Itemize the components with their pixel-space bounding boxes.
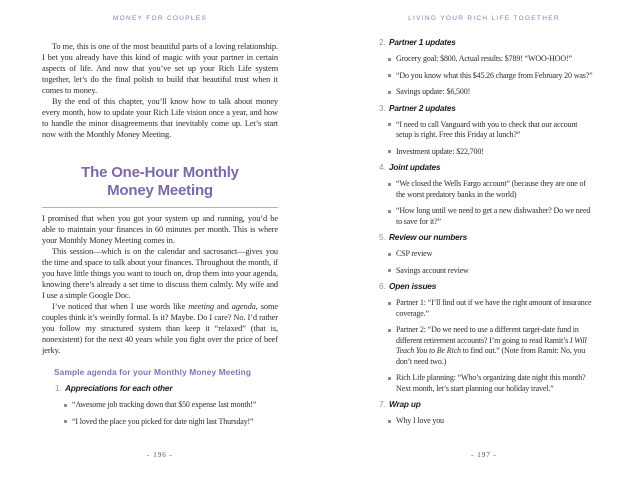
bullet-text: Rich Life planning: “Who’s organizing date night this month? Next month, let’s start planning our holiday travel.” <box>396 373 586 393</box>
bullet-item <box>388 266 602 277</box>
bullet-item <box>388 147 602 158</box>
section-heading-line1: The One-Hour Monthly <box>81 164 239 181</box>
paragraph-5-text: I’ve noticed that when I use words like <box>52 302 189 311</box>
agenda-item-head <box>55 383 278 394</box>
agenda-item-6 <box>366 281 602 394</box>
section-divider <box>42 207 278 208</box>
paragraph-5 <box>42 301 278 356</box>
bullet-item <box>388 120 602 141</box>
agenda-item-head <box>379 281 602 292</box>
bullet-text: Why I love you <box>396 416 444 425</box>
bullet-text: “We closed the Wells Fargo account” (because they are one of the worst predatory banks in the world) <box>396 179 586 199</box>
bullet-item <box>388 87 602 98</box>
agenda-item-label: Review our numbers <box>389 232 468 242</box>
bullet-item <box>388 179 602 200</box>
bullet-text: “I need to call Vanguard with you to check that our account setup is right. Free this Friday at lunch?” <box>396 119 578 139</box>
agenda-item-7 <box>366 399 602 427</box>
bullet-text: Grocery goal: $800. Actual results: $789! “WOO-HOO!” <box>396 54 572 63</box>
paragraph-2: By the end of this chapter, you’ll know how to talk about money every month, how to update your Rich Life vision once a year, and how to handle the minor disagreements that inevitably come up. Let’s start now with the Monthly Money Meeting. <box>42 97 278 139</box>
square-bullet-icon <box>388 150 391 153</box>
bullet-text: Savings update: $6,500! <box>396 87 471 96</box>
right-page <box>366 0 602 480</box>
bullet-item <box>388 71 602 82</box>
bullet-text: Partner 1: “I’ll find out if we have the right amount of insurance coverage.” <box>396 298 592 318</box>
bullet-item <box>64 400 278 411</box>
agenda-item-label: Joint updates <box>389 162 441 172</box>
agenda-heading: Sample agenda for your Monthly Money Meeting <box>54 367 252 377</box>
agenda-item-head <box>379 103 602 114</box>
bullet-item <box>388 416 602 427</box>
bullet-item <box>388 373 602 394</box>
bullet-text: Investment update: $22,700! <box>396 146 484 156</box>
bullet-text: “How long until we need to get a new dishwasher? Do we need to save for it?” <box>396 206 591 226</box>
bullet-item <box>388 54 602 65</box>
paragraph-5-text: and <box>214 302 232 311</box>
square-bullet-icon <box>64 420 67 423</box>
square-bullet-icon <box>388 269 391 272</box>
page-number-left: - 196 - <box>147 451 173 459</box>
square-bullet-icon <box>388 253 391 256</box>
page-number-right: - 197 - <box>471 451 497 459</box>
bullet-item <box>64 417 278 428</box>
agenda-item-number: 4. <box>379 162 386 172</box>
agenda-item-3 <box>366 103 602 158</box>
agenda-item-label: Open issues <box>389 281 437 291</box>
agenda-item-label: Appreciations for each other <box>65 383 173 393</box>
italic-book-title: I Will Teach You to Be Rich <box>396 335 587 355</box>
bullet-text <box>396 325 594 367</box>
square-bullet-icon <box>64 404 67 407</box>
section-heading <box>42 164 278 199</box>
bullet-item <box>388 298 602 319</box>
section-heading-line2: Money Meeting <box>107 181 213 199</box>
agenda-item-2 <box>366 37 602 98</box>
running-head-left: MONEY FOR COUPLES <box>112 15 208 22</box>
bullet-text: CSP review <box>396 249 433 258</box>
square-bullet-icon <box>388 302 391 305</box>
square-bullet-icon <box>388 91 391 94</box>
agenda-item-5 <box>366 232 602 276</box>
agenda-item-1 <box>42 383 278 427</box>
bullet-text-segment: to find out.” (Note from Ramit: No, you don’t need two.) <box>396 346 586 366</box>
agenda-item-number: 2. <box>379 37 386 47</box>
agenda-item-number: 7. <box>379 399 386 409</box>
square-bullet-icon <box>388 183 391 186</box>
agenda-item-head <box>379 232 602 243</box>
bullet-text: “Awesome job tracking down that $50 expense last month!” <box>72 400 257 409</box>
paragraph-5-text: , some couples think it’s weirdly formal. Is it? Maybe. Do I care? No. I’d rather you follow my structured system than keep it “relaxed” (that is, nonexistent) for the next 40 years while you fight over the price of beef jerky. <box>42 302 278 355</box>
agenda-item-head <box>379 37 602 48</box>
agenda-item-label: Partner 2 updates <box>389 102 456 113</box>
bullet-text-segment: Partner 2: “Do we need to use a different target-date fund in different retirement accounts? I’m going to read Ramit’s <box>396 325 579 345</box>
bullet-item <box>388 325 602 367</box>
agenda-item-head <box>379 399 602 410</box>
agenda-item-label: Partner 1 updates <box>389 37 456 47</box>
square-bullet-icon <box>388 210 391 213</box>
bullet-text: “I loved the place you picked for date night last Thursday!” <box>72 416 254 426</box>
square-bullet-icon <box>388 329 391 332</box>
agenda-item-number: 1. <box>55 383 62 393</box>
bullet-item <box>388 206 602 227</box>
agenda-item-label: Wrap up <box>389 399 421 409</box>
paragraph-3: I promised that when you got your system up and running, you’d be able to maintain your finances in 60 minutes per month. This is where your Monthly Money Meeting comes in. <box>42 214 278 245</box>
paragraph-4: This session—which is on the calendar and sacrosanct—gives you the time and space to talk about your finances. Throughout the month, if you have little things you want to touch on, drop them into your agenda, knowing there’s already a set time to discuss them calmly. My wife and I use a simple Google Doc. <box>42 247 278 300</box>
agenda-item-4 <box>366 162 602 227</box>
bullet-text: Savings account review <box>396 265 469 275</box>
square-bullet-icon <box>388 58 391 61</box>
running-head-right: LIVING YOUR RICH LIFE TOGETHER <box>408 15 560 22</box>
square-bullet-icon <box>388 420 391 423</box>
agenda-item-number: 5. <box>379 232 386 242</box>
square-bullet-icon <box>388 123 391 126</box>
square-bullet-icon <box>388 377 391 380</box>
left-page <box>42 0 278 480</box>
italic-word-meeting: meeting <box>188 302 215 311</box>
square-bullet-icon <box>388 74 391 77</box>
agenda-item-head <box>379 162 602 173</box>
agenda-item-number: 6. <box>379 281 386 291</box>
bullet-text: “Do you know what this $45.26 charge from February 20 was?” <box>396 70 593 80</box>
agenda-item-number: 3. <box>379 102 386 113</box>
paragraph-1: To me, this is one of the most beautiful parts of a loving relationship. I bet you already have this kind of magic with your partner in certain aspects of life. And now that you’ve set up your Rich Life system together, let’s do the final polish to build that beautiful trust when it comes to money. <box>42 42 278 95</box>
bullet-item <box>388 249 602 260</box>
italic-word-agenda: agenda <box>231 302 256 311</box>
